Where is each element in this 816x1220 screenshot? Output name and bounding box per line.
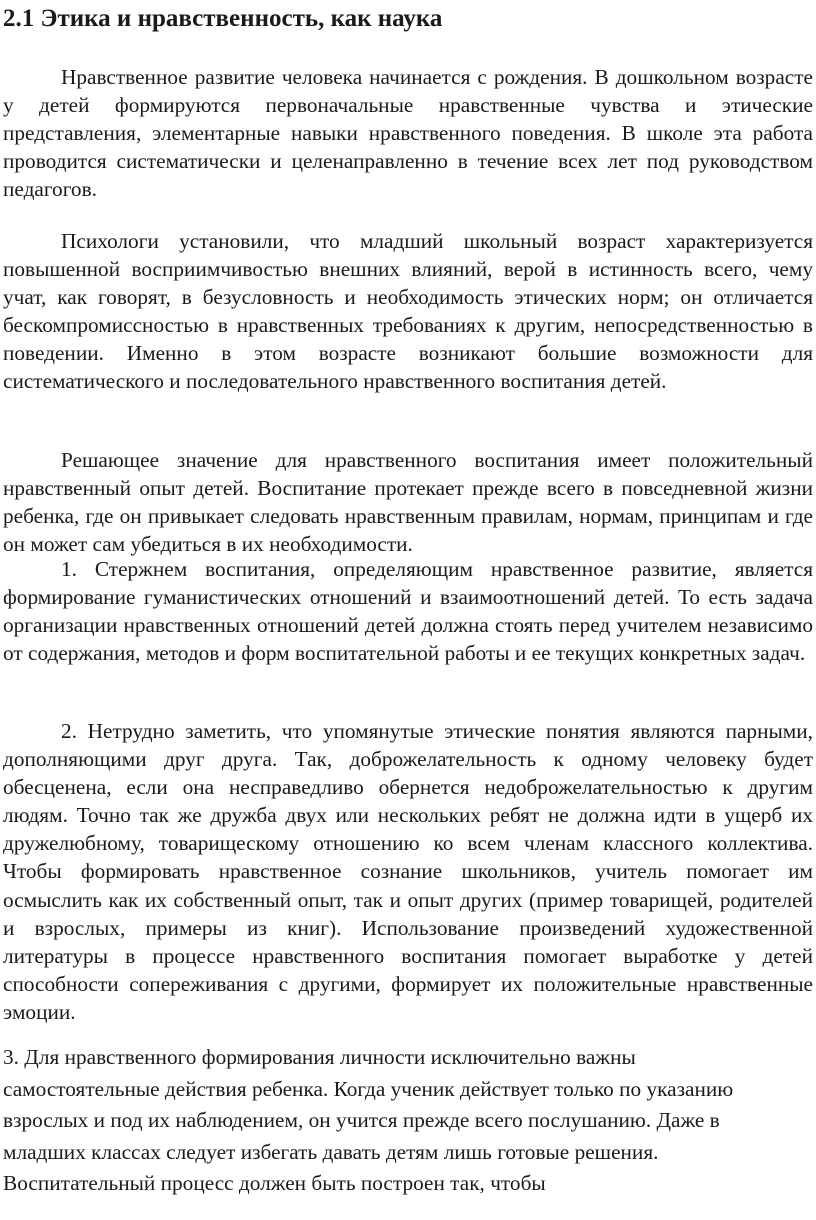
paragraph-psychologists: Психологи установили, что младший школьный возраст характеризуется повышенной восприимчивостью внешних влияний, верой в истинность всего, чему учат, как говорят, в безусловность и необходимость этических норм; он отличается бескомпромиссностью в нравственных требованиях к другим, непосредственностью в поведении. Именно в этом возрасте возникают большие возможности для систематического и последовательного нравственного воспитания детей.: [3, 229, 813, 394]
paragraph-point-3: 3. Для нравственного формирования личности исключительно важны самостоятельные действия ребенка. Когда ученик действует только по указанию взрослых и под их наблюдением, он учится прежде всего послушанию. Даже в младших классах следует избегать давать детям лишь готовые решения. Воспитательный процесс должен быть построен так, чтобы: [3, 1045, 734, 1195]
paragraph-moral-experience: Решающее значение для нравственного воспитания имеет положительный нравственный опыт детей. Воспитание протекает прежде всего в повседневной жизни ребенка, где он привыкает следовать нравственным правилам, нормам, принципам и где он может сам убедиться в их необходимости.: [3, 448, 813, 557]
paragraph-point-2: 2. Нетрудно заметить, что упомянутые этические понятия являются парными, дополняющими друг друга. Так, доброжелательность к одному человеку будет обесценена, если она несправедливо обернется недоброжелательностью к другим людям. Точно так же дружба двух или нескольких ребят не должна идти в ущерб их дружелюбному, товарищескому отношению ко всем членам классного коллектива. Чтобы формировать нравственное сознание школьников, учитель помогает им осмыслить как их собственный опыт, так и опыт других (пример товарищей, родителей и взрослых, примеры из книг). Использование произведений художественной литературы в процессе нравственного воспитания помогает выработке у детей способности сопереживания с другими, формирует их положительные нравственные эмоции.: [3, 719, 813, 1024]
section-title: 2.1 Этика и нравственность, как наука: [3, 5, 443, 32]
paragraph-point-1: 1. Стержнем воспитания, определяющим нравственное развитие, является формирование гуманистических отношений и взаимоотношений детей. То есть задача организации нравственных отношений детей должна стоять перед учителем независимо от содержания, методов и форм воспитательной работы и ее текущих конкретных задач.: [3, 557, 813, 666]
paragraph-intro: Нравственное развитие человека начинается с рождения. В дошкольном возрасте у детей формируются первоначальные нравственные чувства и этические представления, элементарные навыки нравственного поведения. В школе эта работа проводится систематически и целенаправленно в течение всех лет под руководством педагогов.: [3, 65, 813, 202]
